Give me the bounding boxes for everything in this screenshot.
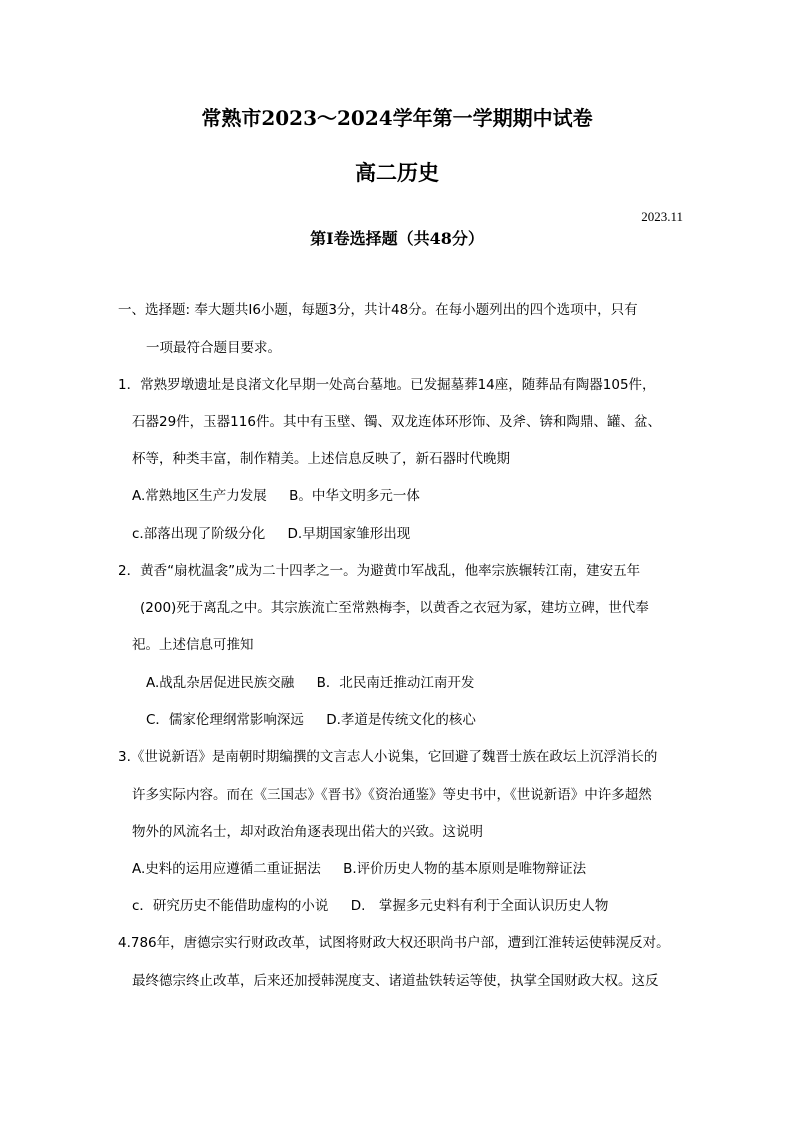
instructions-line: 一项最符合题目要求。 [146,340,281,356]
question-2-stem: 2．黄香“扇枕温衾”成为二十四孝之一。为避黄巾军战乱，他率宗族辗转江南，建安五年 [118,563,641,579]
instructions-line: 一、选择题: 奉大题共I6小题，每题3分，共计48分。在每小题列出的四个选项中，只有 [118,302,638,318]
exam-title: 常熟市2023～2024学年第一学期期中试卷 [201,106,593,130]
question-4-stem: 最终德宗终止改革，后来还加授韩滉度支、诸道盐铁转运等使，执掌全国财政大权。这反 [132,973,659,989]
question-3-stem: 物外的风流名士，却对政治角逐表现出偌大的兴致。这说明 [132,824,483,840]
question-3-stem: 3.《世说新语》是南朝时期编撰的文言志人小说集，它回避了魏晋士族在政坛上沉浮消长的 [118,749,658,765]
option-c[interactable]: C．儒家伦理纲常影响深远 [146,712,304,728]
option-c[interactable]: c.部落出现了阶级分化 [132,526,266,542]
question-3-options [132,895,608,917]
question-2-options [146,709,476,731]
exam-date: 2023.11 [641,209,683,224]
question-3-stem: 许多实际内容。而在《三国志》《晋书》《资治通鉴》等史书中，《世说新语》中许多超然 [132,787,652,803]
question-1-options [132,523,410,545]
option-b[interactable]: B．北民南迁推动江南开发 [316,675,475,691]
section-heading: 第Ⅰ卷选择题（共48分） [310,229,484,248]
question-4-stem: 4.786年，唐德宗实行财政改革，试图将财政大权还职尚书户部，遭到江淮转运使韩滉反对。 [118,935,670,951]
option-d[interactable]: D.早期国家雏形出现 [287,526,411,542]
option-b[interactable]: B.评价历史人物的基本原则是唯物辩证法 [343,861,587,877]
question-1-options [132,485,420,507]
question-3-options [132,858,586,880]
option-a[interactable]: A.史料的运用应遵循二重证据法 [132,861,321,877]
option-a[interactable]: A.常熟地区生产力发展 [132,488,267,504]
option-b[interactable]: B。中华文明多元一体 [289,488,420,504]
option-d[interactable]: D.孝道是传统文化的核心 [326,712,476,728]
option-a[interactable]: A.战乱杂居促进民族交融 [146,675,295,691]
question-1-stem: 1．常熟罗墩遗址是良渚文化早期一处高台墓地。已发掘墓葬14座，随葬品有陶器105件， [118,377,656,393]
question-2-stem: 祀。上述信息可推知 [132,637,254,653]
option-c[interactable]: c．研究历史不能借助虚构的小说 [132,898,329,914]
subject-title: 高二历史 [355,160,439,185]
question-1-stem: 杯等，种类丰富，制作精美。上述信息反映了，新石器时代晚期 [132,451,510,467]
question-1-stem: 石器29件，玉器116件。其中有玉壁、镯、双龙连体环形饰、及斧、锛和陶鼎、罐、盆、 [132,414,661,430]
question-2-stem: (200)死于离乱之中。其宗族流亡至常熟梅李，以黄香之衣冠为冢，建坊立碑，世代奉 [140,600,649,616]
option-d[interactable]: D. 掌握多元史料有利于全面认识历史人物 [350,898,609,914]
question-2-options [146,672,474,694]
